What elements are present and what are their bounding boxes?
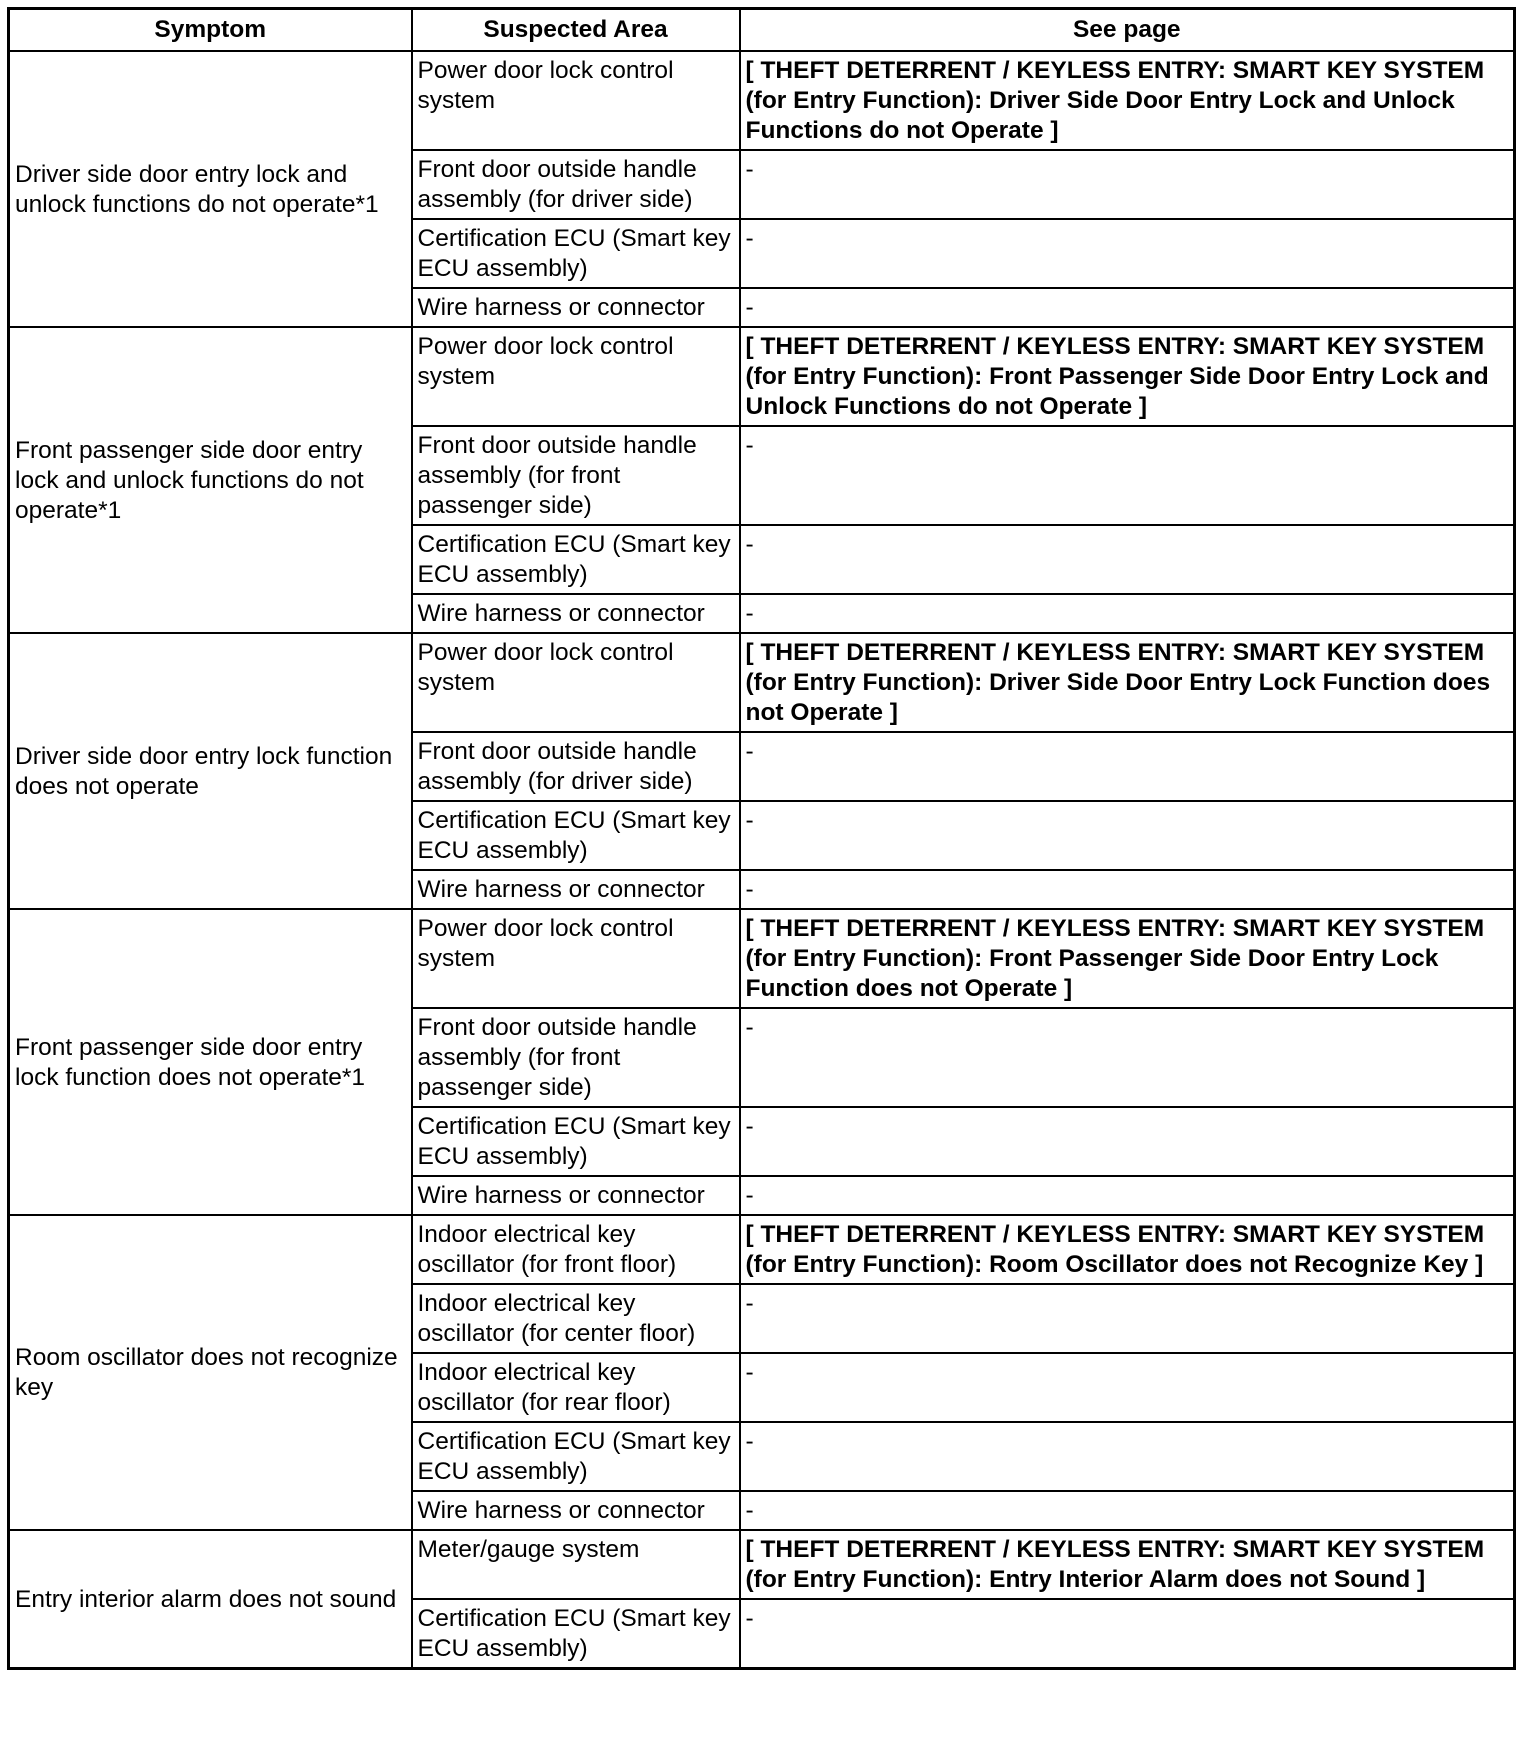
suspected-area-cell: Indoor electrical key oscillator (for front floor)	[412, 1215, 740, 1284]
suspected-area-cell: Certification ECU (Smart key ECU assembly)	[412, 1599, 740, 1669]
suspected-area-cell: Front door outside handle assembly (for driver side)	[412, 150, 740, 219]
suspected-area-cell: Wire harness or connector	[412, 288, 740, 327]
suspected-area-cell: Power door lock control system	[412, 327, 740, 426]
suspected-area-cell: Meter/gauge system	[412, 1530, 740, 1599]
see-page-cell: -	[740, 1284, 1515, 1353]
see-page-cell: -	[740, 1491, 1515, 1530]
see-page-cell: -	[740, 801, 1515, 870]
table-row	[9, 327, 1515, 426]
header-see-page: See page	[740, 9, 1515, 52]
see-page-cell: -	[740, 288, 1515, 327]
table-row	[9, 1215, 1515, 1284]
symptom-cell: Room oscillator does not recognize key	[9, 1215, 412, 1530]
symptom-cell: Front passenger side door entry lock function does not operate*1	[9, 909, 412, 1215]
see-page-cell: -	[740, 870, 1515, 909]
suspected-area-cell: Wire harness or connector	[412, 594, 740, 633]
symptom-table	[7, 7, 1516, 1670]
header-suspected-area: Suspected Area	[412, 9, 740, 52]
symptom-cell: Entry interior alarm does not sound	[9, 1530, 412, 1669]
suspected-area-cell: Front door outside handle assembly (for front passenger side)	[412, 426, 740, 525]
see-page-cell: -	[740, 525, 1515, 594]
suspected-area-cell: Certification ECU (Smart key ECU assembly)	[412, 1107, 740, 1176]
table-row	[9, 633, 1515, 732]
suspected-area-cell: Power door lock control system	[412, 633, 740, 732]
see-page-cell: -	[740, 1353, 1515, 1422]
see-page-cell: -	[740, 1599, 1515, 1669]
see-page-cell: -	[740, 1008, 1515, 1107]
header-symptom: Symptom	[9, 9, 412, 52]
see-page-cell: -	[740, 594, 1515, 633]
see-page-link: [ THEFT DETERRENT / KEYLESS ENTRY: SMART KEY SYSTEM (for Entry Function): Driver Side Door Entry Lock Function does not Operate ]	[740, 633, 1515, 732]
suspected-area-cell: Certification ECU (Smart key ECU assembly)	[412, 219, 740, 288]
suspected-area-cell: Power door lock control system	[412, 51, 740, 150]
suspected-area-cell: Front door outside handle assembly (for driver side)	[412, 732, 740, 801]
see-page-cell: -	[740, 732, 1515, 801]
see-page-cell: -	[740, 219, 1515, 288]
header-row	[9, 9, 1515, 52]
see-page-link: [ THEFT DETERRENT / KEYLESS ENTRY: SMART KEY SYSTEM (for Entry Function): Driver Side Door Entry Lock and Unlock Functions do not Operate ]	[740, 51, 1515, 150]
see-page-link: [ THEFT DETERRENT / KEYLESS ENTRY: SMART KEY SYSTEM (for Entry Function): Entry Interior Alarm does not Sound ]	[740, 1530, 1515, 1599]
suspected-area-cell: Wire harness or connector	[412, 1491, 740, 1530]
symptom-cell: Driver side door entry lock and unlock functions do not operate*1	[9, 51, 412, 327]
suspected-area-cell: Certification ECU (Smart key ECU assembly)	[412, 1422, 740, 1491]
suspected-area-cell: Certification ECU (Smart key ECU assembly)	[412, 525, 740, 594]
suspected-area-cell: Indoor electrical key oscillator (for center floor)	[412, 1284, 740, 1353]
see-page-cell: -	[740, 150, 1515, 219]
see-page-link: [ THEFT DETERRENT / KEYLESS ENTRY: SMART KEY SYSTEM (for Entry Function): Room Oscillator does not Recognize Key ]	[740, 1215, 1515, 1284]
see-page-cell: -	[740, 426, 1515, 525]
symptom-cell: Front passenger side door entry lock and unlock functions do not operate*1	[9, 327, 412, 633]
table-row	[9, 909, 1515, 1008]
table-body	[9, 51, 1515, 1669]
suspected-area-cell: Wire harness or connector	[412, 1176, 740, 1215]
suspected-area-cell: Power door lock control system	[412, 909, 740, 1008]
see-page-cell: -	[740, 1422, 1515, 1491]
see-page-link: [ THEFT DETERRENT / KEYLESS ENTRY: SMART KEY SYSTEM (for Entry Function): Front Passenger Side Door Entry Lock Function does not Operate ]	[740, 909, 1515, 1008]
suspected-area-cell: Certification ECU (Smart key ECU assembly)	[412, 801, 740, 870]
table-row	[9, 51, 1515, 150]
see-page-cell: -	[740, 1176, 1515, 1215]
suspected-area-cell: Front door outside handle assembly (for front passenger side)	[412, 1008, 740, 1107]
see-page-cell: -	[740, 1107, 1515, 1176]
suspected-area-cell: Indoor electrical key oscillator (for rear floor)	[412, 1353, 740, 1422]
symptom-cell: Driver side door entry lock function does not operate	[9, 633, 412, 909]
suspected-area-cell: Wire harness or connector	[412, 870, 740, 909]
see-page-link: [ THEFT DETERRENT / KEYLESS ENTRY: SMART KEY SYSTEM (for Entry Function): Front Passenger Side Door Entry Lock and Unlock Functions do not Operate ]	[740, 327, 1515, 426]
table-row	[9, 1530, 1515, 1599]
